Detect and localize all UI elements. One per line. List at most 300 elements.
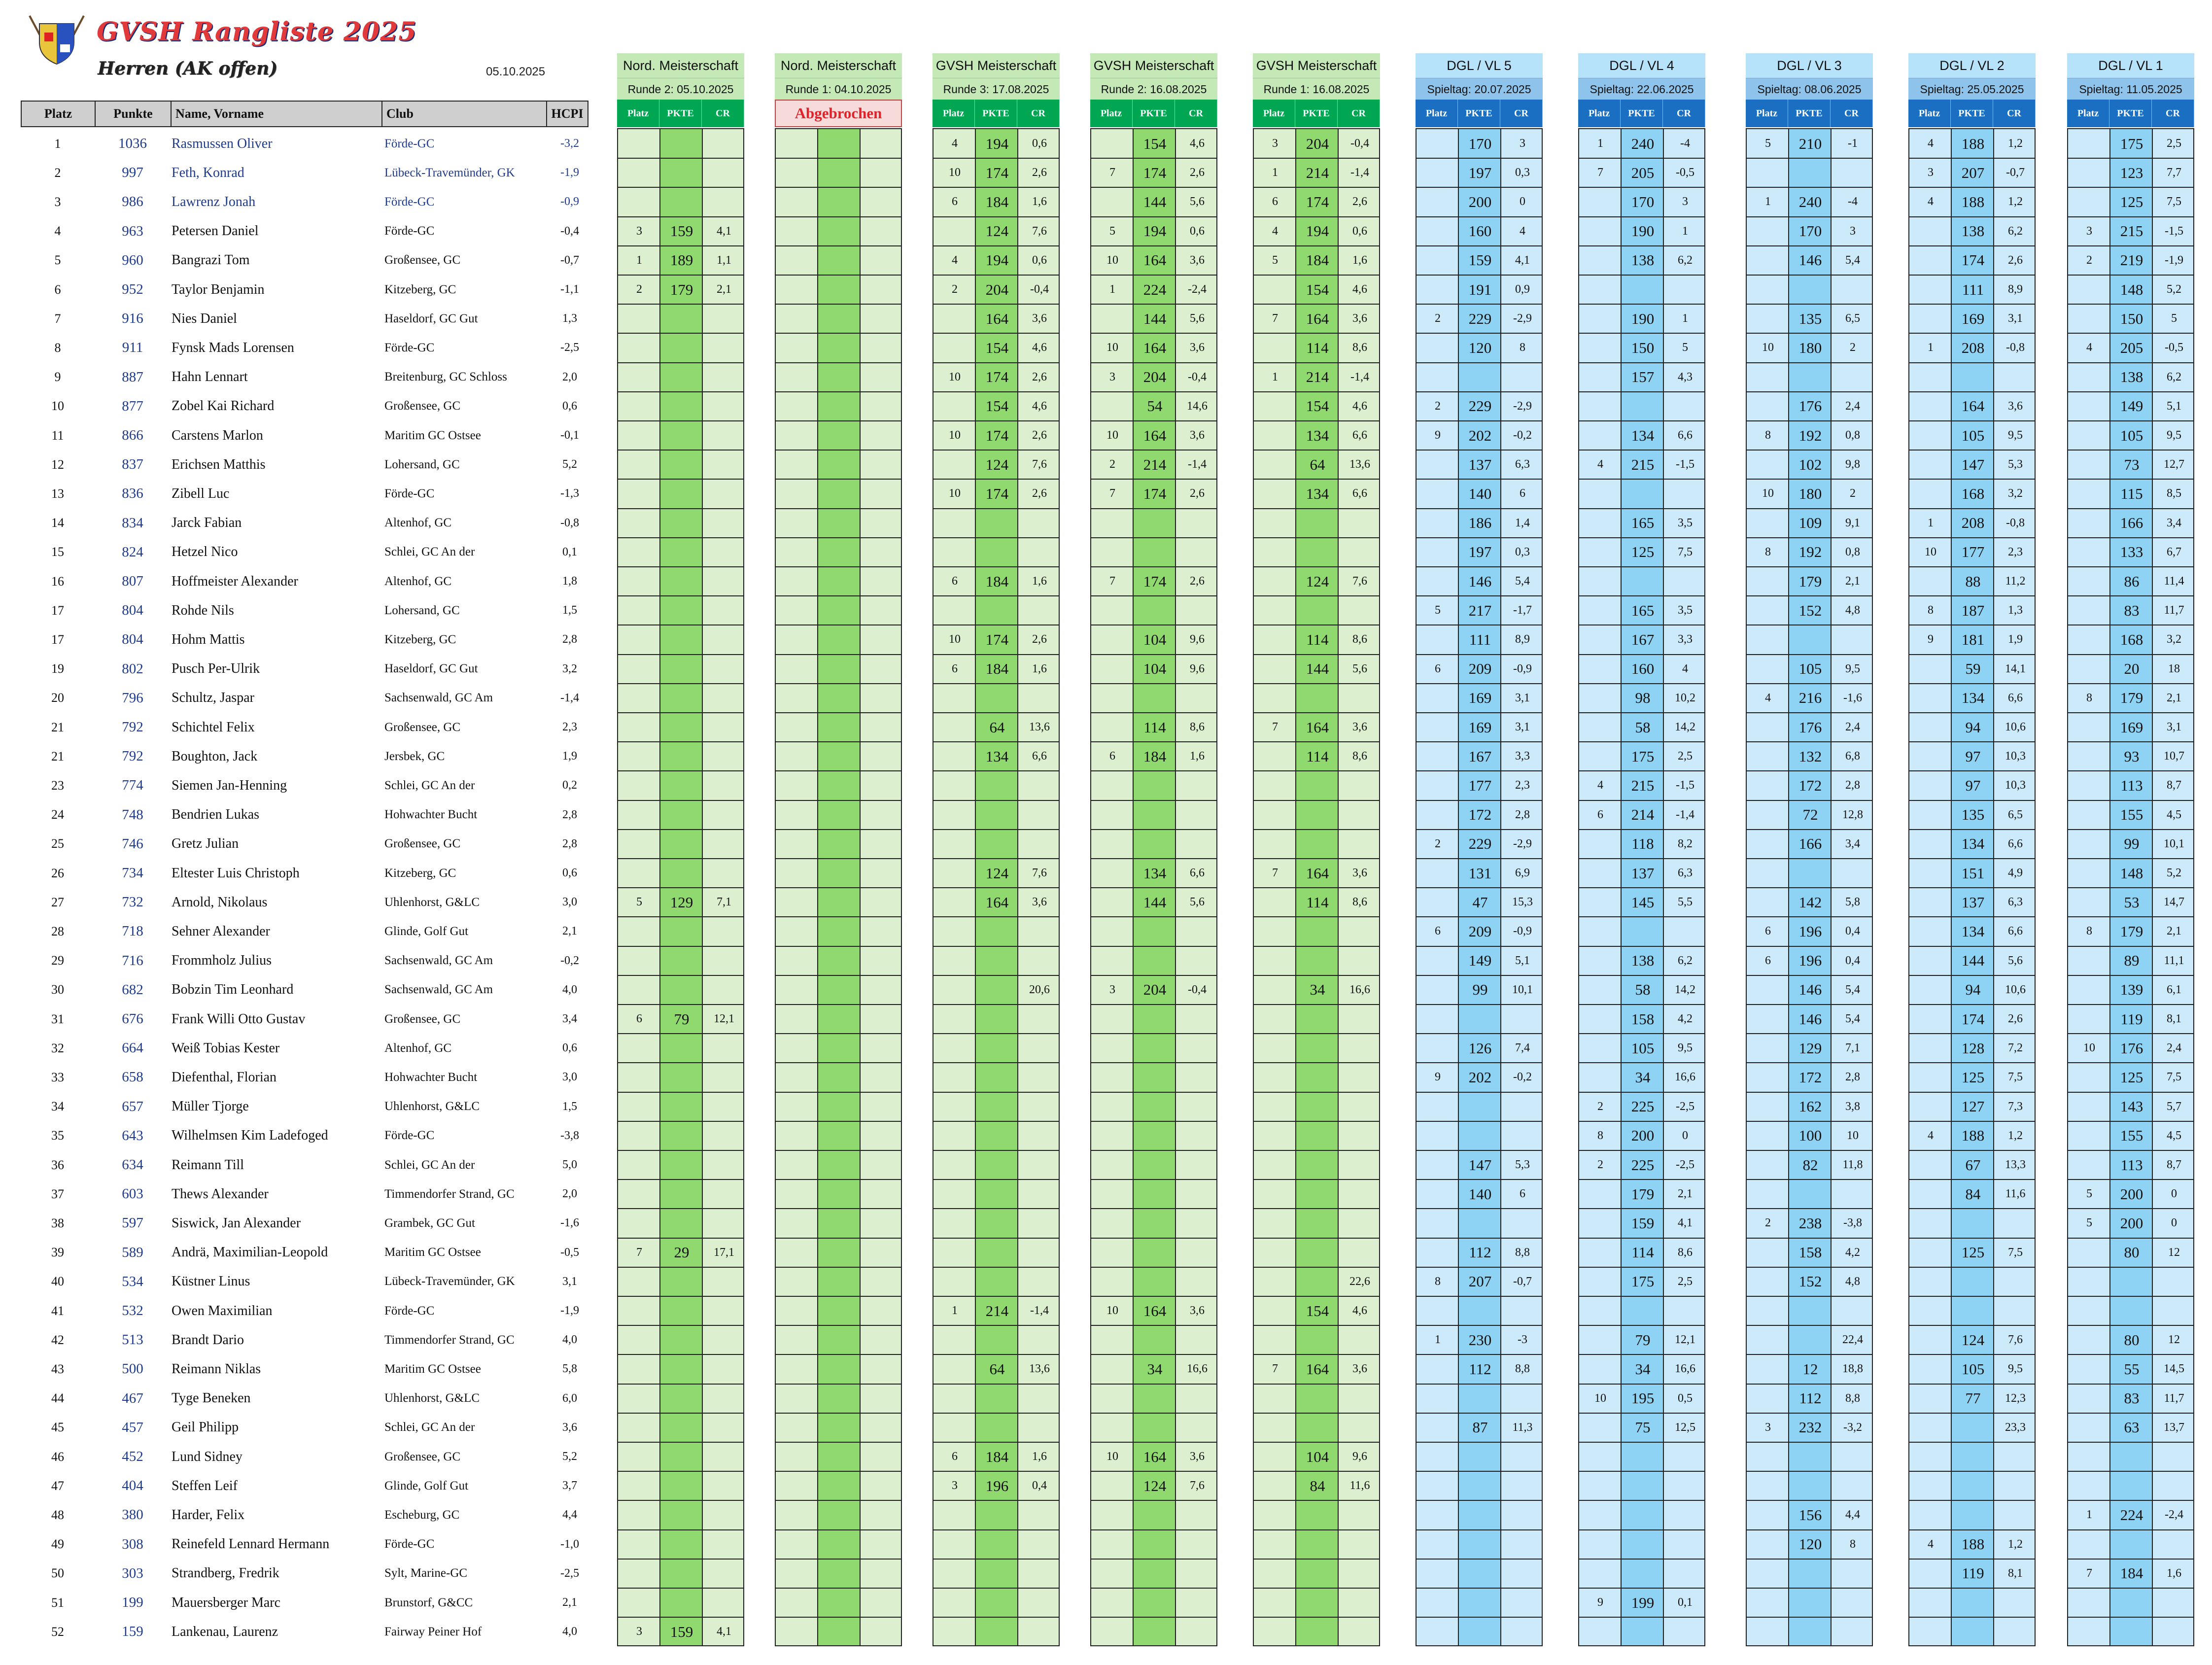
cr-cell: 16,6 <box>1187 1362 1208 1376</box>
points-cell: 1036 <box>118 136 147 152</box>
points-cell: 643 <box>122 1127 143 1144</box>
rank-cell: 35 <box>51 1128 64 1143</box>
cr-cell: 2,4 <box>1845 399 1860 413</box>
points-cell: 179 <box>2120 689 2143 707</box>
grid-line <box>1254 1559 1379 1560</box>
table-row <box>21 304 588 333</box>
cr-cell: 11,1 <box>2164 954 2184 967</box>
club-name: Hohwachter Bucht <box>384 808 478 822</box>
grid-line <box>776 1442 901 1443</box>
club-name: Großensee, GC <box>384 837 461 851</box>
grid-line <box>1091 1033 1216 1034</box>
table-row <box>21 975 588 1005</box>
points-cell: 303 <box>122 1565 143 1581</box>
points-cell: 916 <box>122 311 143 327</box>
grid-line <box>1254 1208 1379 1209</box>
cr-cell: 1,6 <box>1032 1450 1047 1463</box>
points-cell: 87 <box>1472 1419 1488 1436</box>
rank-cell: 37 <box>51 1186 64 1201</box>
cr-cell: 6,7 <box>2167 545 2181 558</box>
grid-line <box>776 1179 901 1180</box>
cr-cell: -3,2 <box>1843 1421 1862 1434</box>
points-cell: 188 <box>1961 193 1985 210</box>
cr-cell: 7,1 <box>717 896 731 909</box>
points-cell: 457 <box>122 1419 143 1435</box>
points-cell: 174 <box>1143 164 1167 181</box>
cr-cell: 6,6 <box>1352 429 1367 442</box>
cr-cell: 0,4 <box>1032 1479 1047 1492</box>
club-name: Förde-GC <box>384 1304 435 1318</box>
cr-cell: 2,8 <box>1845 1071 1860 1084</box>
competition-title: Nord. Meisterschaft <box>775 53 902 78</box>
points-cell: 174 <box>1961 1010 1985 1028</box>
cr-cell: -2,9 <box>1513 312 1532 325</box>
cr-cell: -1,4 <box>1350 166 1369 179</box>
column-header-platz: Platz <box>1746 100 1788 127</box>
rank-cell: 26 <box>51 866 64 880</box>
rank-cell: 17 <box>51 603 64 618</box>
points-cell: 225 <box>1631 1098 1655 1115</box>
place-cell: 7 <box>1272 312 1278 325</box>
cr-cell: 1,6 <box>1032 662 1047 675</box>
cr-cell: 5,6 <box>1352 662 1367 675</box>
points-cell: 47 <box>1472 893 1488 911</box>
cr-cell: 6,6 <box>1032 750 1047 763</box>
grid-line <box>618 1062 743 1063</box>
points-cell: 189 <box>670 251 693 269</box>
cr-cell: 10,7 <box>2164 750 2184 763</box>
points-cell: 167 <box>1468 747 1492 765</box>
hcpi-cell: 5,8 <box>562 1362 577 1376</box>
results-grid <box>1253 128 1380 1646</box>
club-name: Maritim GC Ostsee <box>384 428 481 442</box>
cr-cell: -3,8 <box>1843 1216 1862 1230</box>
place-cell: 2 <box>1765 1216 1771 1230</box>
points-cell: 963 <box>122 223 143 239</box>
cr-cell: 6,2 <box>1678 954 1693 967</box>
place-cell: 8 <box>2086 925 2092 938</box>
player-name: Boughton, Jack <box>172 748 258 764</box>
points-cell: 102 <box>1798 455 1822 473</box>
grid-line <box>776 1471 901 1472</box>
competition-block <box>617 0 744 1648</box>
place-cell: 8 <box>1765 545 1771 558</box>
points-cell: 105 <box>1631 1039 1655 1057</box>
club-name: Sylt, Marine-GC <box>384 1566 468 1580</box>
cr-cell: 2,4 <box>1845 721 1860 734</box>
cr-cell: 3,6 <box>2008 399 2023 413</box>
hcpi-cell: 0,6 <box>562 399 577 413</box>
cr-cell: 7,2 <box>2008 1041 2023 1055</box>
points-cell: 125 <box>1631 543 1655 561</box>
cr-cell: 7,5 <box>2167 195 2181 208</box>
cr-cell: 8 <box>1850 1537 1856 1551</box>
cr-cell: -1,4 <box>1188 458 1207 471</box>
hcpi-cell: 0,1 <box>562 545 577 558</box>
player-name: Andrä, Maximilian-Leopold <box>172 1245 328 1260</box>
points-cell: 734 <box>122 865 143 881</box>
cr-cell: 5,4 <box>1515 575 1530 588</box>
hcpi-cell: 3,0 <box>562 1071 577 1084</box>
points-cell: 184 <box>1143 747 1167 765</box>
competition-round: Spieltag: 22.06.2025 <box>1578 78 1705 100</box>
points-cell: 208 <box>1961 514 1985 532</box>
points-cell: 204 <box>1143 368 1167 386</box>
competition-title: DGL / VL 2 <box>1908 53 2036 78</box>
club-name: Schlei, GC An der <box>384 1158 475 1172</box>
points-cell: 207 <box>1468 1273 1492 1290</box>
cr-cell: 14,7 <box>2164 896 2184 909</box>
grid-line <box>776 304 901 305</box>
hcpi-cell: -0,2 <box>560 954 579 967</box>
hcpi-cell: 5,2 <box>562 1450 577 1463</box>
club-name: Altenhof, GC <box>384 574 452 588</box>
place-cell: 6 <box>1109 750 1115 763</box>
cr-cell: 16,6 <box>1675 1362 1695 1376</box>
grid-line <box>618 800 743 801</box>
grid-line <box>776 391 901 392</box>
club-name: Uhlenhorst, G&LC <box>384 1100 480 1113</box>
place-cell: 4 <box>1928 195 1934 208</box>
competition-round: Spieltag: 08.06.2025 <box>1746 78 1873 100</box>
grid-line <box>618 946 743 947</box>
points-cell: 834 <box>122 515 143 531</box>
competition-round: Spieltag: 20.07.2025 <box>1416 78 1543 100</box>
grid-line <box>1417 1121 1542 1122</box>
points-cell: 716 <box>122 952 143 969</box>
competition-block <box>1908 0 2036 1648</box>
points-cell: 191 <box>1468 280 1492 298</box>
cr-cell: 7,5 <box>2008 1246 2023 1259</box>
cr-cell: 4,6 <box>1032 341 1047 354</box>
place-cell: 2 <box>1435 399 1441 413</box>
points-cell: 34 <box>1147 1360 1163 1378</box>
cr-cell: 4,8 <box>1845 1275 1860 1288</box>
grid-line <box>1091 1267 1216 1268</box>
cr-cell: -1,5 <box>1676 779 1694 792</box>
points-cell: 114 <box>1306 747 1329 765</box>
points-cell: 105 <box>1798 660 1822 678</box>
grid-line <box>1254 829 1379 830</box>
points-cell: 214 <box>1306 164 1329 181</box>
points-cell: 960 <box>122 252 143 268</box>
points-cell: 172 <box>1798 776 1822 794</box>
points-cell: 112 <box>1469 1360 1491 1378</box>
points-cell: 134 <box>1961 689 1985 707</box>
points-cell: 139 <box>2120 981 2143 999</box>
points-cell: 137 <box>1468 455 1492 473</box>
cr-cell: 4,2 <box>1845 1246 1860 1259</box>
place-cell: 1 <box>952 1304 958 1318</box>
cr-cell: 11,2 <box>2005 575 2026 588</box>
points-cell: 58 <box>1635 718 1651 736</box>
cr-cell: 17,1 <box>714 1246 734 1259</box>
cr-cell: 0,6 <box>1032 253 1047 267</box>
cr-cell: 1,6 <box>1190 750 1205 763</box>
grid-line <box>618 654 743 655</box>
hcpi-cell: 0,6 <box>562 867 577 880</box>
grid-line <box>618 391 743 392</box>
hcpi-cell: 5,0 <box>562 1158 577 1172</box>
grid-line <box>1417 1559 1542 1560</box>
cr-cell: 0,3 <box>1515 166 1530 179</box>
grid-line <box>933 1179 1059 1180</box>
place-cell: 7 <box>1272 867 1278 880</box>
column-header-pkte: PKTE <box>1295 100 1338 127</box>
cr-cell: 6 <box>1520 1187 1525 1201</box>
points-cell: 88 <box>1965 572 1981 590</box>
points-cell: 467 <box>122 1390 143 1406</box>
points-cell: 148 <box>2120 280 2143 298</box>
points-cell: 202 <box>1468 426 1492 444</box>
cr-cell: -0,4 <box>1030 283 1049 296</box>
grid-line <box>1091 829 1216 830</box>
hcpi-cell: -1,3 <box>560 487 579 500</box>
grid-line <box>1254 1413 1379 1414</box>
rank-cell: 39 <box>51 1245 64 1260</box>
cr-cell: 2 <box>1850 341 1856 354</box>
table-row <box>21 246 588 275</box>
table-row <box>21 129 588 158</box>
place-cell: 6 <box>952 1450 958 1463</box>
competition-round: Runde 2: 05.10.2025 <box>617 78 744 100</box>
rank-cell: 47 <box>51 1478 64 1493</box>
place-cell: 5 <box>2086 1187 2092 1201</box>
points-cell: 216 <box>1798 689 1822 707</box>
hcpi-cell: -0,7 <box>560 253 579 267</box>
player-name: Lawrenz Jonah <box>172 194 256 209</box>
player-name: Erichsen Matthis <box>172 456 266 472</box>
club-name: Fairway Peiner Hof <box>384 1625 482 1638</box>
competition-title: GVSH Meisterschaft <box>933 53 1060 78</box>
points-cell: 79 <box>1635 1331 1651 1349</box>
cr-cell: -0,4 <box>1188 983 1207 996</box>
grid-line <box>1909 1471 2035 1472</box>
column-header-platz: Platz <box>617 100 659 127</box>
points-cell: 224 <box>2120 1506 2143 1524</box>
points-cell: 123 <box>2120 164 2143 181</box>
points-cell: 634 <box>122 1157 143 1173</box>
points-cell: 144 <box>1143 193 1167 210</box>
player-name: Eltester Luis Christoph <box>172 865 300 881</box>
table-row <box>21 1442 588 1471</box>
hcpi-cell: 2,1 <box>562 925 577 938</box>
rank-cell: 49 <box>51 1537 64 1552</box>
cr-cell: 12,7 <box>2164 458 2184 471</box>
player-name: Wilhelmsen Kim Ladefoged <box>172 1128 328 1144</box>
grid-line <box>776 333 901 334</box>
points-cell: 200 <box>1468 193 1492 210</box>
cr-cell: 6,5 <box>2008 808 2023 821</box>
results-grid <box>775 128 902 1646</box>
points-cell: 156 <box>1798 1506 1822 1524</box>
results-grid <box>1908 128 2036 1646</box>
points-cell: 146 <box>1798 251 1822 269</box>
place-cell: 1 <box>1928 516 1934 529</box>
points-cell: 174 <box>985 630 1009 648</box>
rank-cell: 44 <box>51 1391 64 1406</box>
points-cell: 197 <box>1468 164 1492 181</box>
table-row <box>21 888 588 917</box>
grid-line <box>776 800 901 801</box>
points-cell: 67 <box>1965 1156 1981 1174</box>
grid-line <box>1417 1529 1542 1530</box>
cr-cell: 10,6 <box>2005 721 2026 734</box>
table-row <box>21 187 588 216</box>
player-name: Arnold, Nikolaus <box>172 894 268 910</box>
club-name: Förde-GC <box>384 486 435 500</box>
club-name: Lohersand, GC <box>384 457 460 471</box>
cr-cell: -2,5 <box>1676 1100 1694 1113</box>
cr-cell: 2,1 <box>1678 1187 1693 1201</box>
cr-cell: 0,1 <box>1678 1596 1693 1609</box>
hcpi-cell: 5,2 <box>562 458 577 471</box>
club-name: Maritim GC Ostsee <box>384 1362 481 1376</box>
place-cell: 5 <box>1272 253 1278 267</box>
player-name: Bendrien Lukas <box>172 807 260 823</box>
cr-cell: 5,1 <box>1515 954 1530 967</box>
points-cell: 164 <box>1143 1302 1167 1319</box>
points-cell: 160 <box>1631 660 1655 678</box>
rank-cell: 32 <box>51 1041 64 1055</box>
cr-cell: 4,6 <box>1032 399 1047 413</box>
competition-block <box>1578 0 1705 1648</box>
grid-line <box>1254 537 1379 538</box>
grid-line <box>776 829 901 830</box>
place-cell: 4 <box>2086 341 2092 354</box>
grid-line <box>776 420 901 421</box>
place-cell: 8 <box>1435 1275 1441 1288</box>
points-cell: 109 <box>1798 514 1822 532</box>
grid-line <box>776 275 901 276</box>
hcpi-cell: -1,9 <box>560 1304 579 1318</box>
cr-cell: 7,6 <box>1032 224 1047 238</box>
grid-line <box>1254 1062 1379 1063</box>
table-row <box>21 1471 588 1500</box>
points-cell: 718 <box>122 923 143 939</box>
cr-cell: 6,1 <box>2167 983 2181 996</box>
competition-round: Spieltag: 25.05.2025 <box>1908 78 2036 100</box>
cr-cell: 8,2 <box>1678 837 1693 850</box>
points-cell: 176 <box>1798 397 1822 415</box>
points-cell: 164 <box>1306 864 1329 882</box>
cr-cell: 5,4 <box>1845 1012 1860 1026</box>
player-name: Brandt Dario <box>172 1332 244 1348</box>
grid-line <box>1747 1588 1872 1589</box>
points-cell: 124 <box>985 222 1009 240</box>
rank-cell: 16 <box>51 574 64 589</box>
cr-cell: 3,8 <box>1845 1100 1860 1113</box>
cr-cell: 2,6 <box>1190 487 1205 500</box>
grid-line <box>1091 537 1216 538</box>
rank-cell: 3 <box>54 194 61 209</box>
points-cell: 80 <box>2124 1331 2140 1349</box>
column-header-cr: CR <box>1663 100 1705 127</box>
player-name: Reimann Till <box>172 1157 244 1173</box>
points-cell: 168 <box>1961 485 1985 502</box>
hcpi-cell: 4,0 <box>562 1333 577 1347</box>
points-cell: 144 <box>1143 893 1167 911</box>
cr-cell: 2,8 <box>1845 779 1860 792</box>
points-cell: 866 <box>122 427 143 444</box>
rank-cell: 24 <box>51 807 64 822</box>
points-cell: 589 <box>122 1244 143 1260</box>
cr-cell: 4 <box>1520 224 1525 238</box>
competition-title: GVSH Meisterschaft <box>1090 53 1217 78</box>
cr-cell: 12,5 <box>1675 1421 1695 1434</box>
cr-cell: 6,2 <box>2008 224 2023 238</box>
cr-cell: 9,5 <box>1845 662 1860 675</box>
player-name: Bangrazi Tom <box>172 252 250 268</box>
cr-cell: 7,6 <box>1190 1479 1205 1492</box>
column-headers <box>1908 100 2036 127</box>
place-cell: 4 <box>1597 458 1603 471</box>
points-cell: 682 <box>122 981 143 998</box>
place-cell: 7 <box>1109 166 1115 179</box>
grid-line <box>618 1529 743 1530</box>
cr-cell: 9,6 <box>1190 662 1205 675</box>
points-cell: 164 <box>985 310 1009 327</box>
cr-cell: 12,1 <box>1675 1333 1695 1347</box>
grid-line <box>618 420 743 421</box>
rank-cell: 20 <box>51 691 64 705</box>
competition-round: Runde 1: 04.10.2025 <box>775 78 902 100</box>
points-cell: 199 <box>1631 1594 1655 1611</box>
cr-cell: 10,1 <box>1512 983 1533 996</box>
points-cell: 150 <box>1631 339 1655 356</box>
points-cell: 170 <box>1798 222 1822 240</box>
rank-cell: 17 <box>51 632 64 647</box>
cr-cell: -0,8 <box>2006 516 2025 529</box>
cr-cell: 8,6 <box>1352 633 1367 646</box>
points-cell: 804 <box>122 631 143 648</box>
results-grid <box>2067 128 2194 1646</box>
points-cell: 217 <box>1468 601 1492 619</box>
cr-cell: 3,2 <box>2008 487 2023 500</box>
cr-cell: 6 <box>1520 487 1525 500</box>
cr-cell: 1,4 <box>1515 516 1530 529</box>
club-name: Haseldorf, GC Gut <box>384 312 478 325</box>
club-name: Jersbek, GC <box>384 749 445 763</box>
place-cell: 10 <box>1594 1391 1606 1405</box>
points-cell: 500 <box>122 1361 143 1377</box>
points-cell: 179 <box>1798 572 1822 590</box>
rank-cell: 28 <box>51 924 64 938</box>
points-cell: 877 <box>122 398 143 414</box>
points-cell: 219 <box>2120 251 2143 269</box>
player-name: Pusch Per-Ulrik <box>172 661 260 677</box>
rank-cell: 19 <box>51 661 64 676</box>
cr-cell: 7,4 <box>1515 1041 1530 1055</box>
grid-line <box>776 566 901 567</box>
place-cell: 10 <box>1106 341 1118 354</box>
table-row <box>21 830 588 859</box>
rank-cell: 36 <box>51 1157 64 1172</box>
competition-title: DGL / VL 5 <box>1416 53 1543 78</box>
cr-cell: 2,3 <box>2008 545 2023 558</box>
table-row <box>21 625 588 654</box>
hcpi-cell: 2,8 <box>562 837 577 850</box>
column-header-cr: CR <box>1831 100 1873 127</box>
table-row <box>21 1179 588 1209</box>
points-cell: 104 <box>1143 660 1167 678</box>
grid-line <box>1091 946 1216 947</box>
points-cell: 174 <box>1306 193 1329 210</box>
cr-cell: 8,6 <box>1190 721 1205 734</box>
points-cell: 209 <box>1468 660 1492 678</box>
column-header-pkte: PKTE <box>1788 100 1831 127</box>
place-cell: 1 <box>1272 370 1278 383</box>
